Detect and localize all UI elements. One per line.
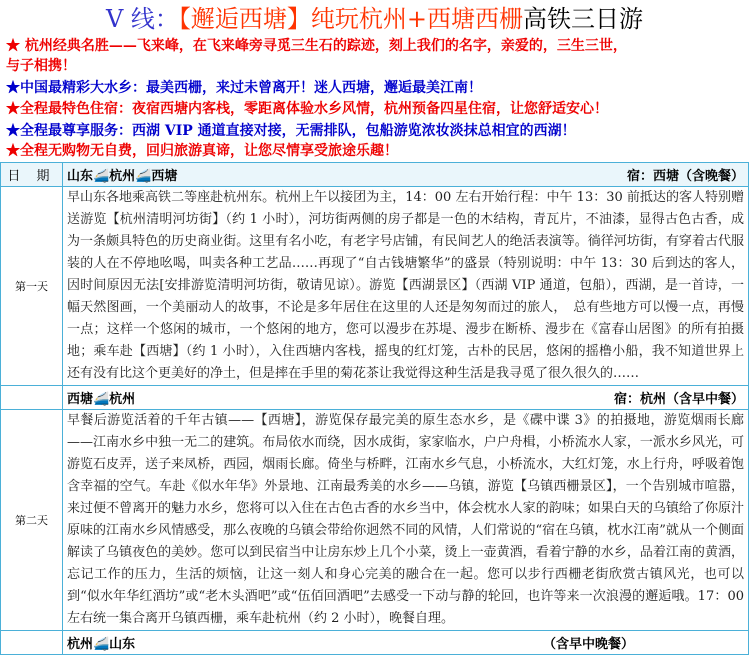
title-bracket: 【邂逅西塘】纯玩杭州+西塘西栅: [178, 5, 524, 33]
itinerary-table: [0, 162, 749, 655]
day1-label: 第一天: [1, 187, 63, 386]
day1-route-header: [63, 163, 749, 187]
title-prefix: V 线：: [105, 5, 179, 33]
day3-header-row: [1, 631, 749, 655]
highlight-line-4: ★全程最特色住宿：夜宿西塘内客栈，零距离体验水乡风情，杭州预备四星住宿，让您舒适安心！: [6, 101, 608, 117]
table-header-row: [1, 163, 749, 187]
day2-description: 早餐后游览活着的千年古镇——【西塘】，游览保存最完美的原生态水乡，是《碟中谍 3》的拍摄地，游览烟雨长廊——江南水乡中独一无二的建筑。布局依水而绕，因水成街，家家临水，户户舟楫，小桥流水人家，一派水乡风光，可游览石皮弄，送子来凤桥，西园，烟雨长廊。倚坐与桥畔，江南水乡气息，小桥流水，大红灯笼，水上行舟，呼吸着饱含幸福的空气。车赴《似水年华》外景地、江南最秀美的水乡——乌镇，游览【乌镇西栅景区】，一个告别城市喧嚣，来过便不曾离开的魅力水乡，您将可以入住在古色古香的水乡当中，体会枕水人家的韵味；如果白天的乌镇给了你原汁原味的江南水乡风情感受，那么夜晚的乌镇会带给你迥然不同的风情，人们常说的“宿在乌镇，枕水江南”就从一个侧面解读了乌镇夜色的美妙。您可以到民宿当中让房东炒上几个小菜，烫上一壶黄酒，看着宁静的水乡，品着江南的黄酒，忘记工作的压力，生活的烦恼，让这一刻人和身心完美的融合在一起。您可以步行西栅老街欣赏古镇风光，也可以到“似水年华红酒坊”或“老木头酒吧”或“伍佰回酒吧”去感受一下动与静的轮回，也许等来一次浪漫的邂逅哦。17：00 左右统一集合离开乌镇西栅，乘车赴杭州（约 2 小时），晚餐自理。: [63, 410, 749, 631]
day2-label: 第二天: [1, 410, 63, 631]
day3-route: 杭州🚄山东: [67, 637, 136, 652]
day1-row: [1, 187, 749, 386]
day1-stay: 宿：西塘（含晚餐）: [626, 169, 744, 184]
day1-route: 山东🚄杭州🚄西塘: [67, 169, 178, 184]
day3-stay: （含早中晚餐）: [542, 637, 634, 652]
date-column-header: 日 期: [1, 163, 63, 187]
highlight-line-2: 与子相携！: [6, 58, 76, 74]
highlight-line-6: ★全程无购物无自费，回归旅游真谛，让您尽情享受旅途乐趣！: [6, 143, 398, 159]
title-suffix: 高铁三日游: [523, 5, 644, 33]
day2-route: 西塘🚄杭州: [67, 392, 136, 407]
day2-stay: 宿：杭州（含早中餐）: [613, 392, 744, 407]
day3-header-spacer: [1, 631, 63, 655]
highlight-line-1: ★ 杭州经典名胜——飞来峰，在飞来峰旁寻觅三生石的踪迹，刻上我们的名字，亲爱的，三生三世，: [6, 38, 627, 54]
day2-route-header: [63, 386, 749, 410]
highlight-line-5: ★全程最尊享服务：西湖 VIP 通道直接对接，无需排队，包船游览浓妆淡抹总相宜的西湖！: [6, 123, 576, 139]
page-title: [0, 2, 749, 36]
day1-description: 早山东各地乘高铁二等座赴杭州东。杭州上午以接团为主，14：00 左右开始行程：中午 13：30 前抵达的客人特别赠送游览【杭州清明河坊街】（约 1 小时），河坊街两侧的房子都是一色的木结构，青瓦片，不油漆，显得古色古香，成为一条颇具特色的历史商业街。这里有名小吃，有老字号店铺，有民间艺人的绝活表演等。徜徉河坊街，有穿着古代服装的人在不停地吆喝，叫卖各种工艺品……再现了“自古钱塘繁华”的盛景（特别说明：中午 13：30 后到达的客人，因时间原因无法[安排游览清明河坊街，敬请见谅）。游览【西湖景区】（西湖 VIP 通道，包船），西湖，是一首诗，一幅天然图画，一个美丽动人的故事，不论是多年居住在这里的人还是匆匆而过的旅人， 总有些地方可以慢一点，再慢一点；这样一个悠闲的城市，一个悠闲的地方，您可以漫步在苏堤、漫步在断桥、漫步在《富春山居图》的所有拍摄地；乘车赴【西塘】（约 1 小时），入住西塘内客栈，摇曳的红灯笼，古朴的民居，悠闲的摇橹小船，我不知道世界上还有没有比这个更美好的净土，但是摔在手里的菊花茶让我觉得这种生活是我寻觅了很久很久的……: [63, 187, 749, 386]
day2-header-row: [1, 386, 749, 410]
day2-row: [1, 410, 749, 631]
day2-header-spacer: [1, 386, 63, 410]
day3-route-header: [63, 631, 749, 655]
highlight-line-3: ★中国最精彩大水乡：最美西栅，来过未曾离开！迷人西塘，邂逅最美江南！: [6, 80, 482, 96]
